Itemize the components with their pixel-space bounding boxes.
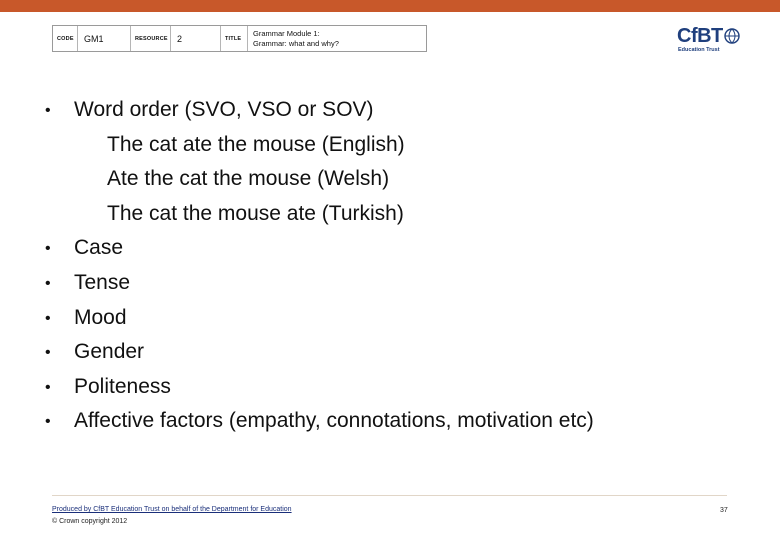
resource-info-table xyxy=(52,25,427,52)
title-value xyxy=(248,26,426,51)
logo-wordmark: CfBT xyxy=(677,25,723,47)
bullet-glyph: • xyxy=(45,413,51,430)
logo-subtitle: Education Trust xyxy=(678,47,720,53)
globe-icon xyxy=(724,27,740,45)
resource-label: RESOURCE xyxy=(131,26,171,51)
bullet-glyph: • xyxy=(45,344,51,361)
code-value: GM1 xyxy=(78,26,131,51)
bullet-glyph: • xyxy=(45,102,51,119)
bullet-item: Word order (SVO, VSO or SOV) xyxy=(74,98,374,121)
page-number: 37 xyxy=(720,507,728,514)
footer-copyright: © Crown copyright 2012 xyxy=(52,518,128,525)
bullet-item: Mood xyxy=(74,306,127,329)
bullet-item: Case xyxy=(74,236,124,259)
bullet-glyph: • xyxy=(45,310,51,327)
sub-bullet-item: The cat ate the mouse (English) xyxy=(107,133,405,156)
bullet-item: Politeness xyxy=(74,375,171,398)
sub-bullet-item: The cat the mouse ate (Turkish) xyxy=(107,202,404,225)
sub-bullet-item: Ate the cat the mouse (Welsh) xyxy=(107,167,390,190)
footer-produced-by[interactable]: Produced by CfBT Education Trust on behalf of the Department for Education xyxy=(52,506,292,513)
bullet-item: Tense xyxy=(74,271,131,294)
top-accent-bar xyxy=(0,0,780,12)
cfbt-logo xyxy=(672,25,742,55)
bullet-item: Affective factors (empathy, connotations, motivation etc) xyxy=(74,409,594,432)
bullet-item: Gender xyxy=(74,340,145,363)
resource-value: 2 xyxy=(171,26,221,51)
code-label: CODE xyxy=(53,26,78,51)
bullet-glyph: • xyxy=(45,240,51,257)
title-label: TITLE xyxy=(221,26,248,51)
title-line-1: Grammar Module 1: xyxy=(253,29,320,38)
bullet-glyph: • xyxy=(45,379,51,396)
bullet-glyph: • xyxy=(45,275,51,292)
footer-rule xyxy=(52,495,727,496)
title-line-2: Grammar: what and why? xyxy=(253,39,339,48)
